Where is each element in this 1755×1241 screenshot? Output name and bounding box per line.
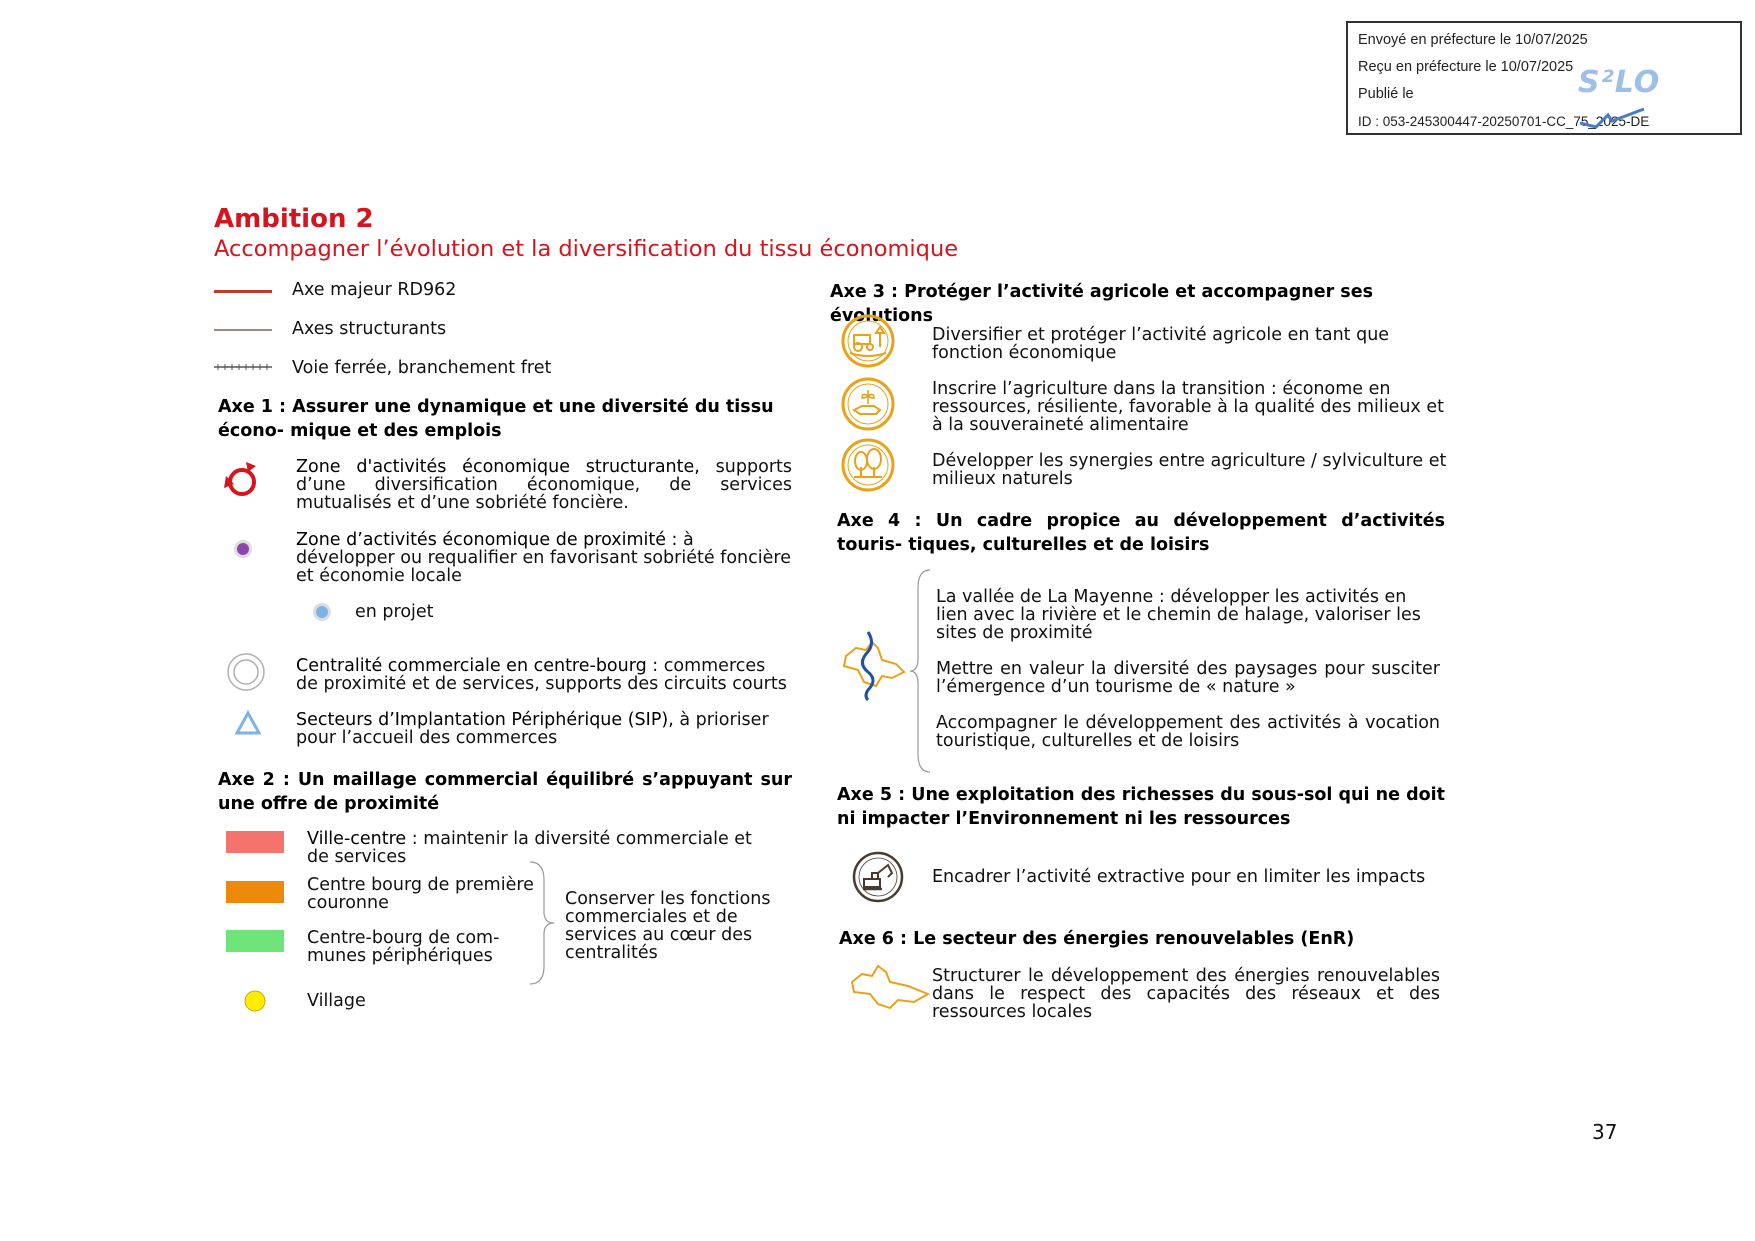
axe1-item-commercial-centrality [296,657,792,693]
ville-centre-swatch [226,831,284,853]
stamp-received: Reçu en préfecture le 10/07/2025 [1358,59,1574,75]
axe1-item-sip [296,711,802,747]
stamp-sent: Envoyé en préfecture le 10/07/2025 [1358,32,1588,48]
mayenne-valley-icon [838,630,908,702]
axe5-heading: Axe 5 : Une exploitation des richesses du sous-sol qui ne doit ni impacter l’Environnement ni les ressources [837,785,1445,829]
trees-icon [840,437,896,493]
axe3-item-diversify: Diversifier et protéger l’activité agricole en tant que fonction économique [932,325,1390,363]
prefecture-stamp [1346,21,1742,135]
axe1-item-1-text: à développer ou requalifier en favorisant sobriété foncière et économie locale [296,530,791,586]
axe1-item-proximity-zone [296,531,792,585]
axe6-heading: Axe 6 : Le secteur des énergies renouvelables (EnR) [839,929,1355,949]
line-legend-railway: Voie ferrée, branchement fret [292,358,552,378]
axe2-brace-note: Conserver les fonctions commerciales et de services au cœur des centralités [565,889,771,963]
axe4-heading: Axe 4 : Un cadre propice au développement d’activités touris- tiques, culturelles et de loisirs [837,511,1445,555]
page-number: 37 [1592,1120,1618,1144]
sip-triangle-icon [234,710,262,736]
axe1-item-3-strong: Centralité commerciale en centre-bourg [296,656,647,676]
axe1-item-4-strong: Secteurs d’Implantation Périphérique (SIP), [296,710,674,730]
line-legend-structuring: Axes structurants [292,319,447,339]
proximity-zone-dot-icon [232,538,254,560]
page-subtitle: Accompagner l’évolution et la diversification du tissu économique [214,236,959,262]
axe2-item-village: Village [307,991,366,1011]
axe4-item-tourism: Accompagner le développement des activités à vocation touristique, culturelles et de loisirs [936,713,1440,751]
stamp-published: Publié le [1358,86,1414,102]
axe4-item-landscapes: Mettre en valeur la diversité des paysages pour susciter l’émergence d’un tourisme de « nature » [936,659,1440,697]
swoosh-icon [1578,107,1648,131]
axe2-item-0-strong: Ville-centre [307,829,407,849]
structuring-axis-line-symbol [214,329,272,331]
excavator-icon [852,851,904,903]
axe3-item-synergies: Développer les synergies entre agriculture / sylviculture et milieux naturels [932,451,1447,489]
project-zone-dot-icon [311,601,333,623]
axe2-item-0-text: : maintenir la diversité commerciale et de services [307,829,752,867]
axe1-heading: Axe 1 : Assurer une dynamique et une diversité du tissu écono- mique et des emplois [218,397,774,441]
axe1-item-0-text: supports d’une diversification économique, de services mutualisés et d’une sobriété foncière. [296,457,792,513]
village-dot-icon [242,988,268,1014]
major-axis-line-symbol [214,290,272,293]
s2lo-logo-text: S²LO [1578,65,1661,100]
first-ring-swatch [226,881,284,903]
tractor-icon [840,313,896,369]
railway-line-icon [214,362,274,372]
axe4-item-mayenne: La vallée de La Mayenne : développer les activités en lien avec la rivière et le chemin de halage, valoriser les sites de proximité [936,587,1421,643]
page-title: Ambition 2 [214,204,374,234]
peripheral-swatch [226,930,284,952]
axe2-brace-icon [528,860,558,986]
axe2-item-first-ring: Centre bourg de première couronne [307,875,534,913]
axe5-item-extraction: Encadrer l’activité extractive pour en limiter les impacts [932,867,1426,887]
axe1-item-0-strong: Zone d'activités économique structurante, [296,457,700,477]
axe1-item-structuring-zone [296,458,792,512]
axe1-item-3-text: : commerces de proximité et de services, supports des circuits courts [296,656,787,694]
axe3-item-transition: Inscrire l’agriculture dans la transition : économe en ressources, résiliente, favorable à la qualité des milieux et à la souveraineté alimentaire [932,379,1444,435]
axe1-item-1-strong: Zone d’activités économique de proximité : [296,530,678,550]
structuring-zone-icon [222,458,264,500]
s2lo-logo [1578,65,1740,135]
commercial-centrality-icon [226,652,266,692]
axe1-item-4-text: à prioriser pour l’accueil des commerces [296,710,769,748]
hand-plant-icon [840,376,896,432]
axe3-heading: Axe 3 : Protéger l’activité agricole et accompagner ses évolutions [830,282,1373,326]
territory-outline-icon [848,960,934,1010]
line-legend-major: Axe majeur RD962 [292,280,457,300]
axe6-item-renewables: Structurer le développement des énergies renouvelables dans le respect des capacités des réseaux et des ressources locales [932,966,1440,1022]
axe2-heading: Axe 2 : Un maillage commercial équilibré s’appuyant sur une offre de proximité [218,770,792,814]
axe1-item-in-project: en projet [355,602,434,622]
axe4-brace-icon [908,568,932,774]
axe2-item-peripheral: Centre-bourg de com- munes périphériques [307,928,500,966]
stamp-id: ID : 053-245300447-20250701-CC_75_2025-DE [1358,114,1650,129]
